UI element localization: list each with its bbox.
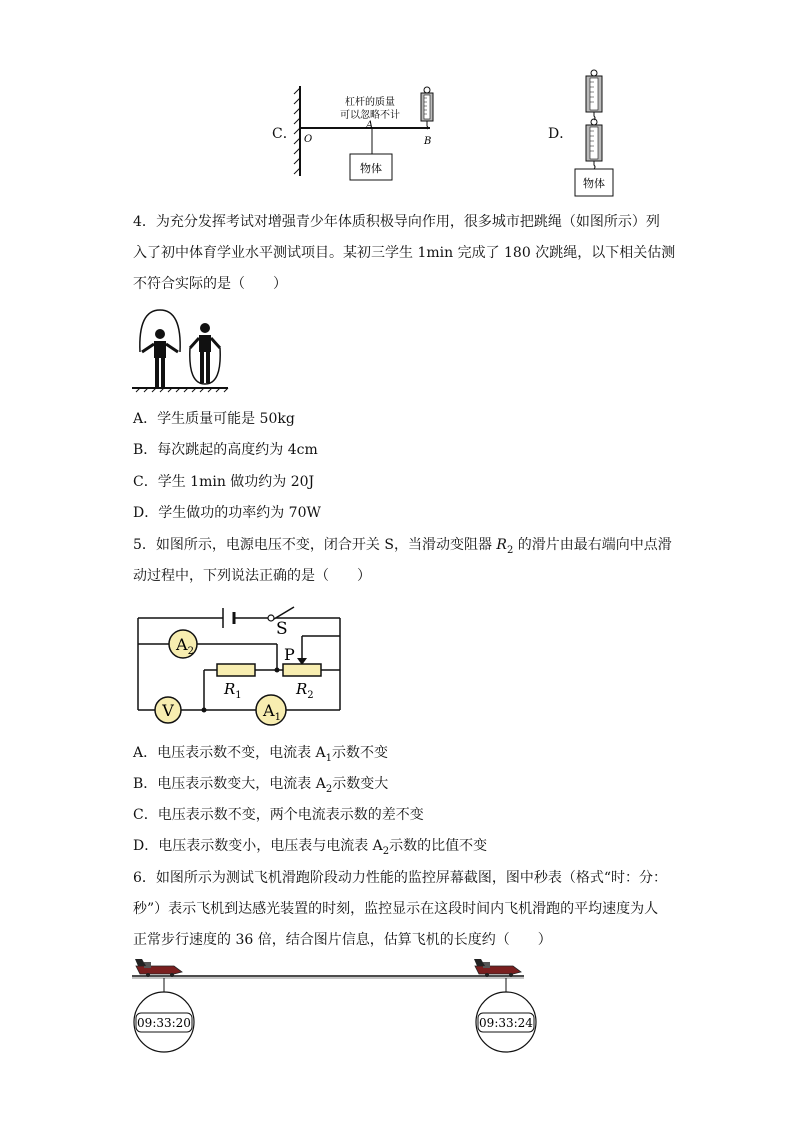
q5-option-a: A．电压表示数不变，电流表 $A_1$示数不变 (133, 745, 389, 764)
ammeter-a1-label: $A_1$ (263, 701, 281, 723)
spring-scales-diagram (570, 66, 620, 198)
q5-line-1 (133, 535, 672, 561)
q5-line-1-start: 5．如图所示，电源电压不变，闭合开关 S，当滑动变阻器 (133, 537, 497, 553)
q5-line-1-sub: 2 (506, 544, 514, 556)
runway-diagram (130, 956, 533, 1056)
q5-option-c: C．电压表示数不变，两个电流表示数的差不变 (133, 807, 424, 823)
lever-note-1: 杠杆的质量 (345, 97, 395, 108)
q4-option-b: B．每次跳起的高度约为 4cm (133, 442, 318, 458)
switch-label: S (276, 619, 288, 639)
lever-diagram (290, 82, 440, 186)
q4-option-d: D．学生做功的功率约为 70W (133, 505, 321, 521)
lever-note-2: 可以忽略不计 (340, 110, 400, 121)
r1-label: $R_1$ (224, 680, 242, 701)
q5-option-b: B．电压表示数变大，电流表 $A_2$示数变大 (133, 776, 389, 795)
airplane-right-icon (474, 959, 521, 977)
q5-option-d: D．电压表示数变小，电压表与电流表 $A_2$示数的比值不变 (133, 838, 488, 857)
q6-line-2: 秒”）表示飞机到达感光装置的时刻，监控显示在这段时间内飞机滑跑的平均速度为人 (133, 901, 659, 917)
point-a-label: A (366, 120, 374, 131)
slider-label: P (284, 645, 295, 664)
q4-line-1: 4．为充分发挥考试对增强青少年体质积极导向作用，很多城市把跳绳（如图所示）列 (133, 214, 660, 230)
voltmeter-label: V (162, 701, 174, 720)
r2-label: $R_2$ (296, 680, 314, 701)
q5-line-1-end: 的滑片由最右端向中点滑 (513, 537, 672, 553)
q5-line-2: 动过程中，下列说法正确的是（ ） (133, 568, 371, 584)
point-b-label: B (424, 136, 432, 147)
q4-line-3: 不符合实际的是（ ） (133, 276, 287, 292)
option-c-label: C． (272, 126, 297, 142)
q4-option-a: A．学生质量可能是 50kg (133, 411, 295, 427)
clock-right-time: 09:33:24 (479, 1016, 533, 1030)
ammeter-a2-label: $A_2$ (176, 635, 194, 657)
lever-object-label: 物体 (360, 162, 382, 175)
point-o-label: O (304, 134, 313, 145)
scales-object-label: 物体 (583, 177, 605, 190)
option-d-label: D． (548, 126, 574, 142)
q4-line-2: 入了初中体育学业水平测试项目。某初三学生 1min 完成了 180 次跳绳，以下相关估测 (133, 245, 676, 261)
q4-option-c: C．学生 1min 做功约为 20J (133, 474, 315, 490)
airplane-left-icon (135, 959, 182, 977)
clock-left-time: 09:33:20 (137, 1016, 191, 1030)
q6-line-1: 6．如图所示为测试飞机滑跑阶段动力性能的监控屏幕截图，图中秒表（格式“时：分： (133, 870, 668, 886)
jump-rope-figure (130, 308, 230, 392)
q6-line-3: 正常步行速度的 36 倍，结合图片信息，估算飞机的长度约（ ） (133, 932, 552, 948)
q5-line-1-r: R (496, 537, 507, 553)
circuit-diagram (128, 598, 348, 730)
